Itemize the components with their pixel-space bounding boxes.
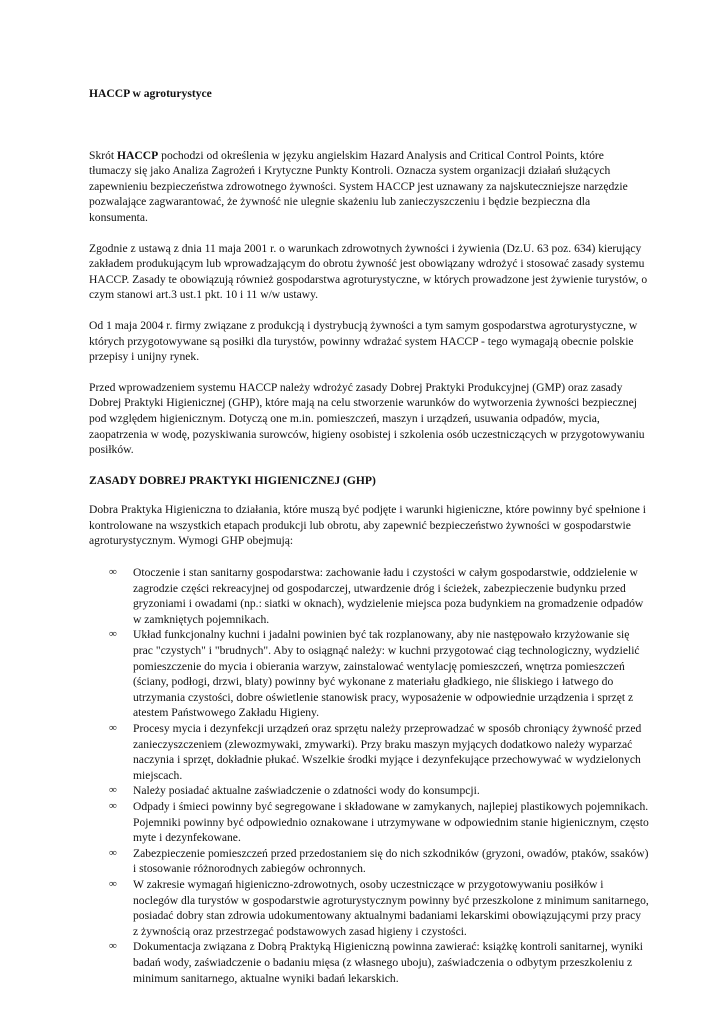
document-content <box>89 86 649 986</box>
document-title: HACCP w agroturystyce <box>89 87 212 100</box>
haccp-abbreviation: HACCP <box>117 148 159 162</box>
infinity-bullet-icon: ∞ <box>109 799 117 812</box>
infinity-bullet-icon: ∞ <box>109 940 117 953</box>
infinity-bullet-icon: ∞ <box>109 566 117 579</box>
list-item-text: Należy posiadać aktualne zaświadczenie o zdatności wody do konsumpcji. <box>133 784 480 798</box>
intro-paragraph <box>89 148 649 226</box>
list-item-text: Dokumentacja związana z Dobrą Praktyką Higieniczną powinna zawierać: książkę kontroli sanitarnej, wyniki badań wody, zaświadczenie o badaniu mięsa (z własnego uboju), zaświadczenia o odbytym przeszkoleniu z minimum sanitarnego, aktualne wyniki badań lekarskich. <box>133 940 643 985</box>
ghp-intro-paragraph: Dobra Praktyka Higieniczna to działania, które muszą być podjęte i warunki higieniczne, które powinny być spełnione i kontrolowane na wszystkich etapach produkcji lub obrotu, aby zapewnić bezpieczeństwo żywności w gospodarstwie agroturystycznym. Wymogi GHP obejmują: <box>89 503 646 548</box>
infinity-bullet-icon: ∞ <box>109 846 117 859</box>
list-item-text: Otoczenie i stan sanitarny gospodarstwa: zachowanie ładu i czystości w całym gospodarstwie, oddzielenie w zagrodzie części rekreacyjnej od gospodarczej, utwardzenie dróg i ścieżek, zabezpieczenie budynku przed gryzoniami i owadami (np.: siatki w oknach), wydzielenie miejsca poza budynkiem na gromadzenie odpadów w zamkniętych pojemnikach. <box>133 566 644 626</box>
list-item-text: Zabezpieczenie pomieszczeń przed przedostaniem się do nich szkodników (gryzoni, owadów, ptaków, ssaków) i stosowanie różnorodnych zabiegów ochronnych. <box>133 846 649 876</box>
infinity-bullet-icon: ∞ <box>109 722 117 734</box>
ghp-requirements-list <box>89 565 649 986</box>
paragraph-gmp-ghp: Przed wprowadzeniem systemu HACCP należy wdrożyć zasady Dobrej Praktyki Produkcyjnej (GMP) oraz zasady Dobrej Praktyki Higienicznej (GHP), które mają na celu stworzenie warunków do wytworzenia żywności bezpiecznej pod względem higienicznym. Dotyczą one m.in. pomieszczeń, maszyn i urządzeń, usuwania odpadów, mycia, zaopatrzenia w wodę, pozyskiwania surowców, higieny osobistej i szkolenia osób uczestniczących w przygotowywaniu posiłków. <box>89 380 645 457</box>
paragraph-legal-basis: Zgodnie z ustawą z dnia 11 maja 2001 r. o warunkach zdrowotnych żywności i żywienia (Dz.U. 63 poz. 634) kierujący zakładem produkującym lub wprowadzającym do obrotu żywność jest obowiązany wdrożyć i stosować zasady systemu HACCP. Zasady te obowiązują również gospodarstwa agroturystyczne, w których prowadzone jest żywienie turystów, o czym stanowi art.3 ust.1 pkt. 10 i 11 w/w ustawy. <box>89 241 648 302</box>
list-item-text: Procesy mycia i dezynfekcji urządzeń oraz sprzętu należy przeprowadzać w sposób chroniący żywność przed zanieczyszczeniem (zlewozmywaki, zmywarki). Przy braku maszyn myjących dodatkowo należy wyparzać naczynia i sprzęt, dokładnie płukać. Wszelkie środki myjące i dezynfekujące przechowywać w wydzielonych miejscach. <box>133 722 642 782</box>
intro-text-rest: pochodzi od określenia w języku angielskim Hazard Analysis and Critical Control Points, które tłumaczy się jako Analiza Zagrożeń i Krytyczne Punkty Kontroli. Oznacza system organizacji działań służących zapewnieniu bezpieczeństwa zdrowotnego żywności. System HACCP jest uznawany za najskuteczniejsze narzędzie pozwalające zagwarantować, że żywność nie ulegnie skażeniu lub zanieczyszczeniu i będzie bezpieczna dla konsumenta. <box>89 148 628 224</box>
list-item <box>89 565 649 627</box>
list-item <box>89 877 649 939</box>
list-item <box>89 783 649 799</box>
infinity-bullet-icon: ∞ <box>109 628 117 641</box>
list-item-text: Układ funkcjonalny kuchni i jadalni powinien być tak rozplanowany, aby nie następowało krzyżowanie się prac "czystych" i "brudnych". Aby to osiągnąć należy: w kuchni przygotować ciąg technologiczny, wydzielić pomieszczenie do mycia i obierania warzyw, zainstalować wentylację pomieszczeń, wnętrza pomieszczeń (ściany, podłogi, drzwi, blaty) powinny być wykonane z materiału gładkiego, nie śliskiego i łatwego do utrzymania czystości, dobre oświetlenie stanowisk pracy, wyposażenie w odpowiednie urządzenia i sprzęt z atestem Państwowego Zakładu Higieny. <box>133 628 640 720</box>
intro-text-start: Skrót <box>89 148 118 162</box>
list-item <box>89 846 649 877</box>
infinity-bullet-icon: ∞ <box>109 784 117 797</box>
list-item <box>89 799 649 846</box>
infinity-bullet-icon: ∞ <box>109 877 117 890</box>
paragraph-2004-requirement: Od 1 maja 2004 r. firmy związane z produkcją i dystrybucją żywności a tym samym gospodarstwa agroturystyczne, w których przygotowywane są posiłki dla turystów, powinny wdrażać system HACCP - tego wymagają obecnie polskie przepisy i unijny rynek. <box>89 318 638 364</box>
list-item-text: Odpady i śmieci powinny być segregowane i składowane w zamykanych, najlepiej plastikowych pojemnikach. Pojemniki powinny być odpowiednio oznakowane i utrzymywane w odpowiednim stanie higienicznym, często myte i dezynfekowane. <box>133 799 649 845</box>
list-item-text: W zakresie wymagań higieniczno-zdrowotnych, osoby uczestniczące w przygotowywaniu posiłków i noclegów dla turystów w gospodarstwie agroturystycznym powinny być przeszkolone z minimum sanitarnego, posiadać dobry stan zdrowia udokumentowany aktualnymi badaniami lekarskimi obowiązującymi przy pracy z żywnością oraz przestrzegać podstawowych zasad higieny i czystości. <box>133 877 649 938</box>
list-item <box>89 721 649 783</box>
list-item <box>89 627 649 721</box>
ghp-section-heading: ZASADY DOBREJ PRAKTYKI HIGIENICZNEJ (GHP) <box>89 473 376 487</box>
list-item <box>89 939 649 986</box>
